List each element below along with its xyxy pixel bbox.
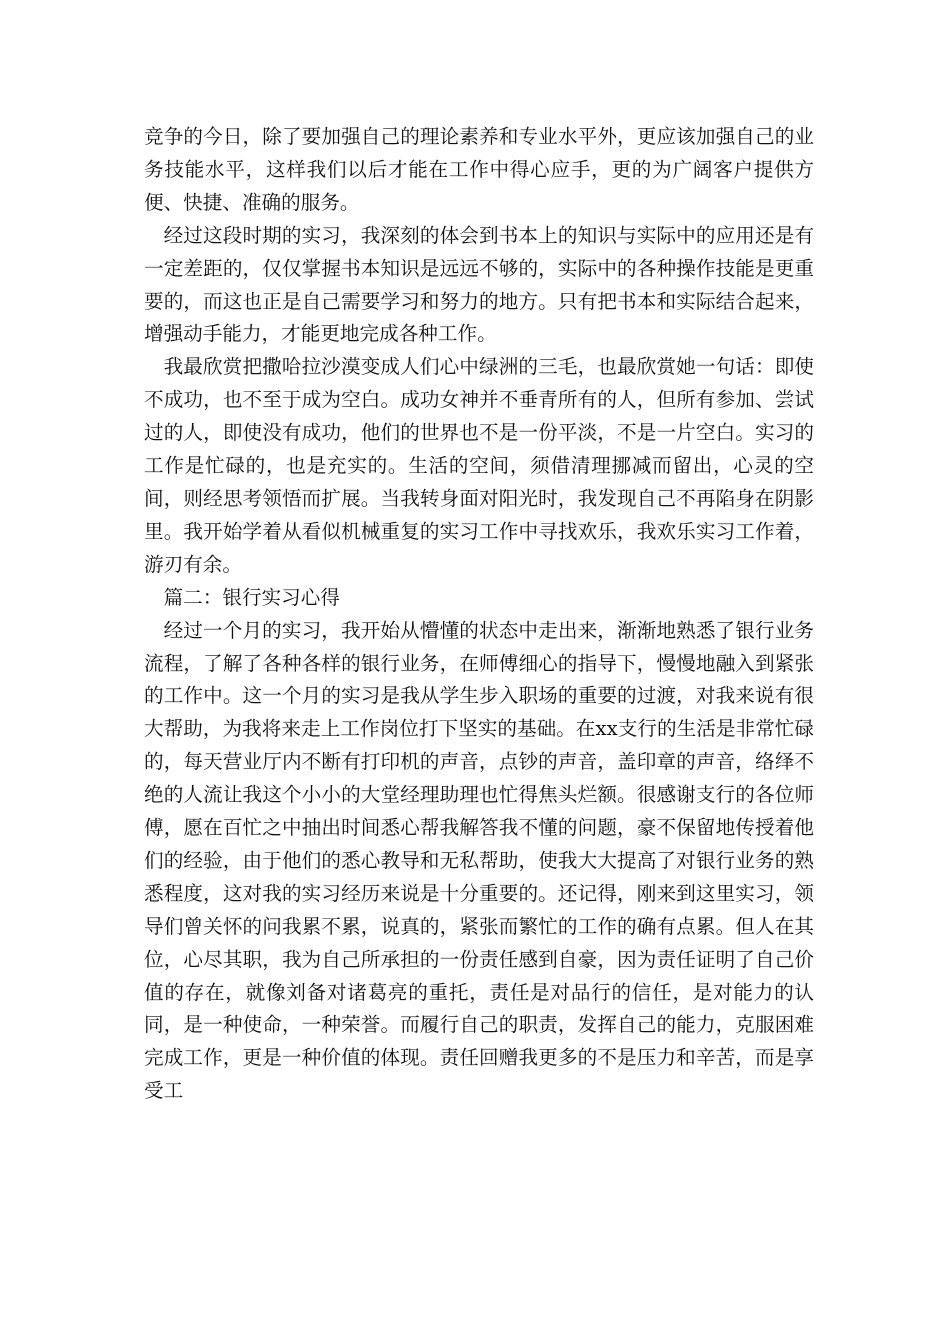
document-body (144, 121, 814, 1108)
paragraph-sanmao-quote: 我最欣赏把撒哈拉沙漠变成人们心中绿洲的三毛，也最欣赏她一句话：即使不成功，也不至于成为空白。成功女神并不垂青所有的人，但所有参加、尝试过的人，即使没有成功，他们的世界也不是一份平淡，不是一片空白。实习的工作是忙碌的，也是充实的。生活的空间，须借清理挪减而留出，心灵的空间，则经思考领悟而扩展。当我转身面对阳光时，我发现自己不再陷身在阴影里。我开始学着从看似机械重复的实习工作中寻找欢乐，我欢乐实习工作着，游刃有余。 (144, 355, 814, 576)
paragraph-continuation: 竞争的今日，除了要加强自己的理论素养和专业水平外，更应该加强自己的业务技能水平，这样我们以后才能在工作中得心应手，更的为广阔客户提供方便、快捷、准确的服务。 (144, 125, 814, 214)
paragraph-internship-reflection: 经过这段时期的实习，我深刻的体会到书本上的知识与实际中的应用还是有一定差距的，仅仅掌握书本知识是远远不够的，实际中的各种操作技能是更重要的，而这也正是自己需要学习和努力的地方。只有把书本和实际结合起来，增强动手能力，才能更地完成各种工作。 (144, 223, 814, 346)
paragraph-bank-internship: 经过一个月的实习，我开始从懵懂的状态中走出来，渐渐地熟悉了银行业务流程，了解了各种各样的银行业务，在师傅细心的指导下，慢慢地融入到紧张的工作中。这一个月的实习是我从学生步入职场的重要的过渡，对我来说有很大帮助，为我将来走上工作岗位打下坚实的基础。在xx支行的生活是非常忙碌的，每天营业厅内不断有打印机的声音，点钞的声音，盖印章的声音，络绎不绝的人流让我这个小小的大堂经理助理也忙得焦头烂额。很感谢支行的各位师傅，愿在百忙之中抽出时间悉心帮我解答我不懂的问题，豪不保留地传授着他们的经验，由于他们的悉心教导和无私帮助，使我大大提高了对银行业务的熟悉程度，这对我的实习经历来说是十分重要的。还记得，刚来到这里实习，领导们曾关怀的问我累不累，说真的，紧张而繁忙的工作的确有点累。但人在其位，心尽其职，我为自己所承担的一份责任感到自豪，因为责任证明了自己价值的存在，就像刘备对诸葛亮的重托，责任是对品行的信任，是对能力的认同，是一种使命，一种荣誉。而履行自己的职责，发挥自己的能力，克服困难完成工作，更是一种价值的体现。责任回赠我更多的不是压力和辛苦，而是享受工 (144, 618, 814, 1103)
section-heading: 篇二：银行实习心得 (163, 585, 340, 609)
